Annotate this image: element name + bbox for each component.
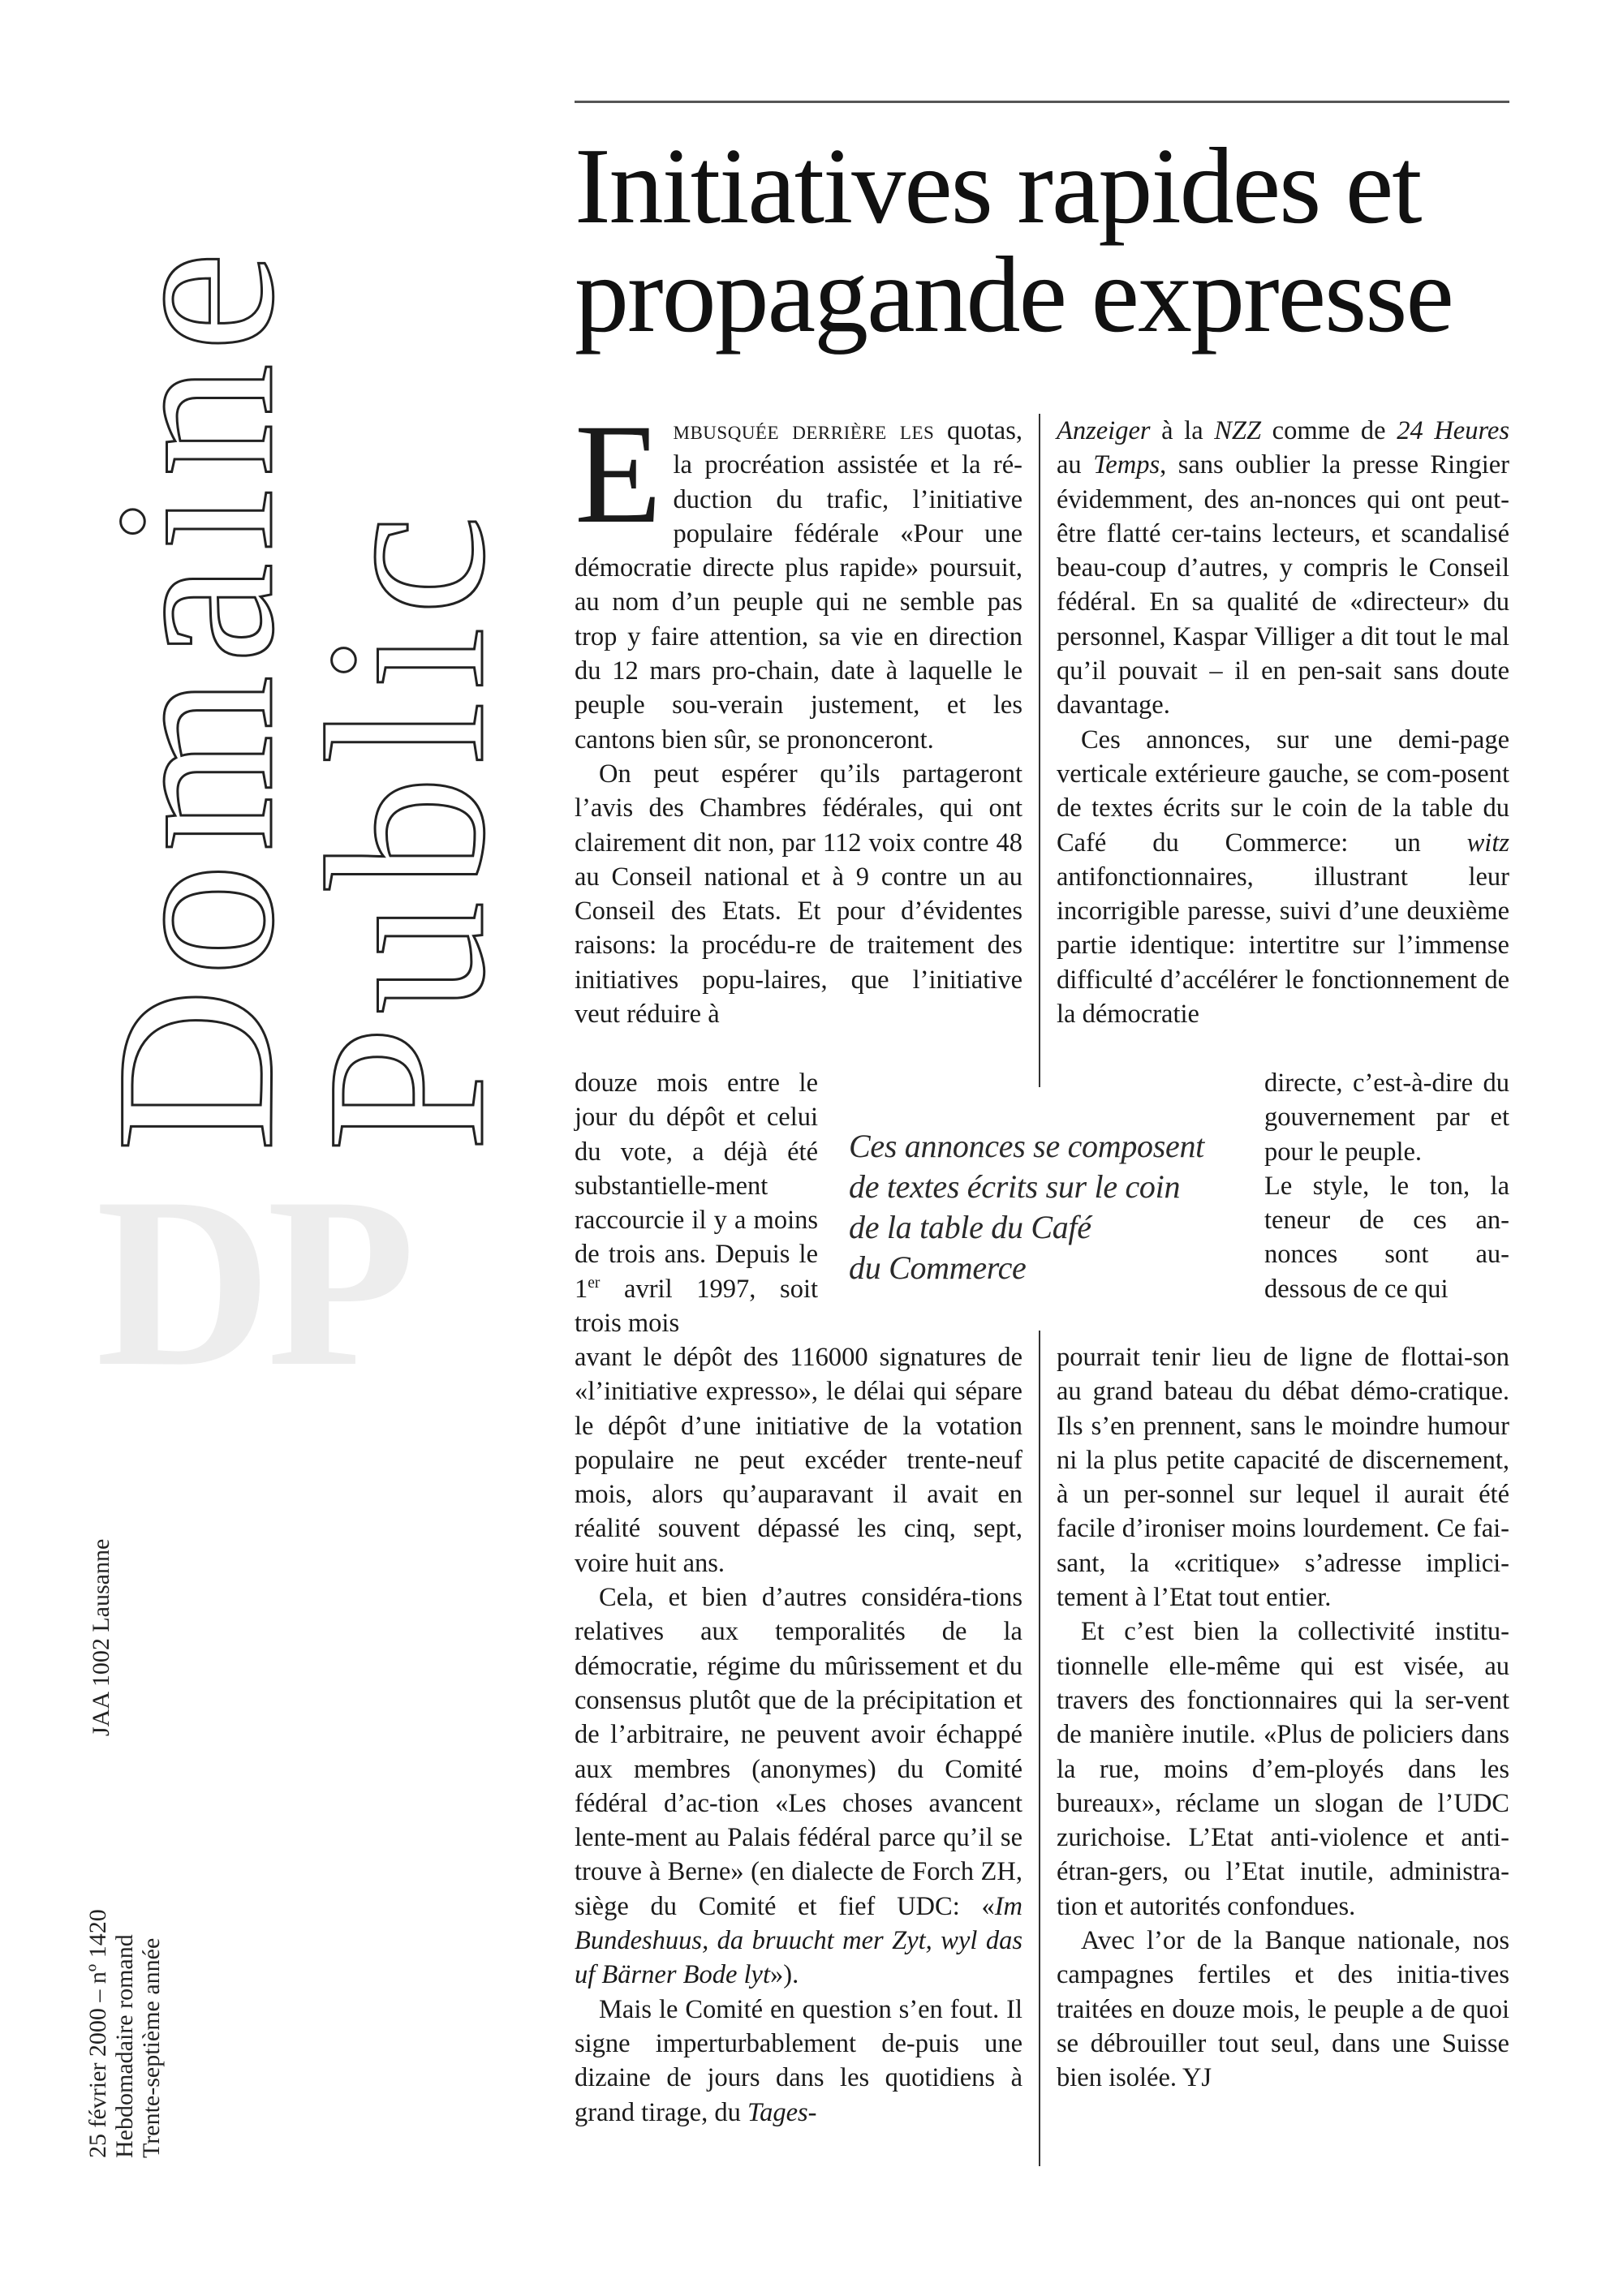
paper-tages-anzeiger: Anzeiger xyxy=(1057,416,1151,445)
headline-line-1: Initiatives rapides et xyxy=(575,126,1421,246)
column-rule-bottom xyxy=(1039,1331,1040,2166)
paper-24-heures: 24 Heures xyxy=(1397,416,1509,445)
lead-smallcaps: mbusquée derrière les xyxy=(673,416,935,445)
b1-t1: à la xyxy=(1150,416,1215,445)
paragraph-1-text: quotas, la procréation assistée et la ré-duction du trafic, l’initiative populaire fédérale «Pour une démocratie directe plus rapide» poursuit, au nom d’un peuple qui ne semble pas trop y faire attention, sa vie en direction du 12 mars pro-chain, date à laquelle le peuple sou-verain justement, et les cantons bien sûr, se prononceront. xyxy=(575,416,1022,755)
b1-t4: , sans oublier la presse Ringier évidemment, des an-nonces qui ont peut-être flatté cer-tains lecteurs, et scandalisé beau-coup d’autres, y compris le Conseil fédéral. En sa qualité de «directeur» du personnel, Kaspar Villiger a dit tout le mal qu’il pouvait – il en pen-sait sans doute davantage. xyxy=(1057,450,1509,720)
drop-cap: E xyxy=(575,395,662,553)
b1-t2: comme de xyxy=(1261,416,1397,445)
paragraph-b2 xyxy=(1057,723,1509,1032)
paper-nzz: NZZ xyxy=(1214,416,1262,445)
paragraph-4-text: Mais le Comité en question s’en fout. Il signe imperturbablement de-puis une dizaine de jours dans les quotidiens à grand tirage, du xyxy=(575,1994,1022,2127)
paragraph-b5-text: Avec l’or de la Banque nationale, nos campagnes fertiles et des initia-tives traitées en douze mois, le peuple a de quoi se débrouiller tout seul, dans une Suisse bien isolée. xyxy=(1057,1926,1509,2093)
paragraph-3-dialect: Im Bundeshuus, da bruucht mer Zyt, wyl das uf Bärner Bode lyt xyxy=(575,1891,1022,1990)
b2-t2: antifonctionnaires, illustrant leur incorrigible paresse, suivi d’une deuxième partie identique: intertitre sur l’immense difficulté d’accélérer le fonctionnement de la démocratie xyxy=(1057,862,1509,1030)
paper-temps: Temps xyxy=(1093,450,1160,480)
top-rule xyxy=(575,101,1509,103)
paragraph-3-text: Cela, et bien d’autres considéra-tions relatives aux temporalités de la démocratie, régime du mûrissement et du consensus plutôt que de la précipitation et de l’arbitraire, ne peuvent avoir échappé aux membres (anonymes) du Comité fédéral d’ac-tion «Les choses avancent lente-ment au Palais fédéral parce qu’il se trouve à Berne» (en dialecte de Forch ZH, siège du Comité et fief UDC: « xyxy=(575,1583,1022,1921)
paragraph-4-italic: Tages- xyxy=(747,2097,817,2127)
pull-quote xyxy=(849,1126,1271,1288)
issue-type: Hebdomadaire romand xyxy=(111,1934,138,2158)
issue-info xyxy=(84,1909,165,2158)
pull-quote-line-2: de textes écrits sur le coin xyxy=(849,1168,1181,1205)
paragraph-b2-narrow: directe, c’est-à-dire du gouvernement par et pour le peuple. xyxy=(1264,1068,1509,1167)
paragraph-2-narrow-text: douze mois entre le jour du dépôt et celui du vote, a déjà été substantielle-ment raccourcie il y a moins de trois ans. Depuis le 1 xyxy=(575,1068,818,1304)
pull-quote-line-1: Ces annonces se composent xyxy=(849,1128,1204,1164)
headline xyxy=(575,126,1516,355)
column-b-narrow xyxy=(1264,1066,1509,1306)
b1-t3: au xyxy=(1057,450,1094,480)
column-a-top xyxy=(575,395,1022,1031)
paragraph-b5 xyxy=(1057,1924,1509,2095)
headline-line-2: propagande expresse xyxy=(575,234,1453,355)
paragraph-2-end: avant le dépôt des 116000 signatures de «l’initiative expresso», le délai qui sépare le dépôt d’une initiative de la votation populaire ne peut excéder trente-neuf mois, alors qu’auparavant il avait en réalité souvent dépassé les cinq, sept, voire huit ans. xyxy=(575,1343,1022,1578)
paragraph-1 xyxy=(575,395,1022,757)
paragraph-4 xyxy=(575,1993,1022,2130)
issue-year: Trente-septième année xyxy=(138,1937,165,2158)
superscript-er: er xyxy=(588,1274,601,1292)
masthead-domaine: Domaine xyxy=(68,239,321,1152)
dp-watermark: DP xyxy=(96,1147,411,1417)
jaa-lausanne: JAA 1002 Lausanne xyxy=(88,1538,114,1736)
b2-witz: witz xyxy=(1466,828,1509,858)
paragraph-2: On peut espérer qu’ils partageront l’avis des Chambres fédérales, qui ont clairement dit non, par 112 voix contre 48 au Conseil national et à 9 contre un au Conseil des Etats. Et pour d’évidentes raisons: la procédu-re de traitement des initiatives popu-laires, que l’initiative veut réduire à xyxy=(575,759,1022,1030)
paragraph-3 xyxy=(575,1580,1022,1993)
column-b-bottom xyxy=(1057,1340,1509,2096)
masthead-public: Public xyxy=(279,503,532,1152)
paragraph-2-narrow-end: avril 1997, soit trois mois xyxy=(575,1274,818,1339)
b2-t1: Ces annonces, sur une demi-page verticale extérieure gauche, se com-posent de textes écrits sur le coin de la table du Café du Commerce: un xyxy=(1057,724,1509,858)
paragraph-2-narrow xyxy=(575,1066,818,1340)
paragraph-b3-narrow: Le style, le ton, la teneur de ces an-nonces sont au-dessous de ce qui xyxy=(1264,1171,1509,1304)
paragraph-b3-end: pourrait tenir lieu de ligne de flottai-son au grand bateau du débat démo-cratique. Ils s’en prennent, sans le moindre humour ni la plus petite capacité de discernement, à un per-sonnel sur lequel il aurait été facile d’ironiser moins lourdement. Ce fai-sant, la «critique» s’adresse implici-tement à l’Etat tout entier. xyxy=(1057,1343,1509,1613)
paragraph-b1 xyxy=(1057,414,1509,723)
paragraph-b4: Et c’est bien la collectivité institu-tionnelle elle-même qui est visée, au travers des fonctionnaires qui la ser-vent de manière inutile. «Plus de policiers dans la rue, moins d’em-ployés dans les bureaux», réclame un slogan de l’UDC zurichoise. L’Etat anti-violence et anti-étran-gers, ou l’Etat inutile, administra-tion et autorités confondues. xyxy=(1057,1617,1509,1921)
paragraph-3-end: »). xyxy=(770,1960,799,1990)
column-b-top xyxy=(1057,414,1509,1031)
column-a-narrow xyxy=(575,1066,818,1340)
author-signature: YJ xyxy=(1182,2063,1212,2093)
issue-date: 25 février 2000 – nº 1420 xyxy=(84,1909,111,2158)
pull-quote-line-4: du Commerce xyxy=(849,1249,1027,1286)
column-rule-top xyxy=(1039,414,1040,1087)
pull-quote-line-3: de la table du Café xyxy=(849,1209,1091,1245)
column-a-bottom xyxy=(575,1340,1022,2130)
